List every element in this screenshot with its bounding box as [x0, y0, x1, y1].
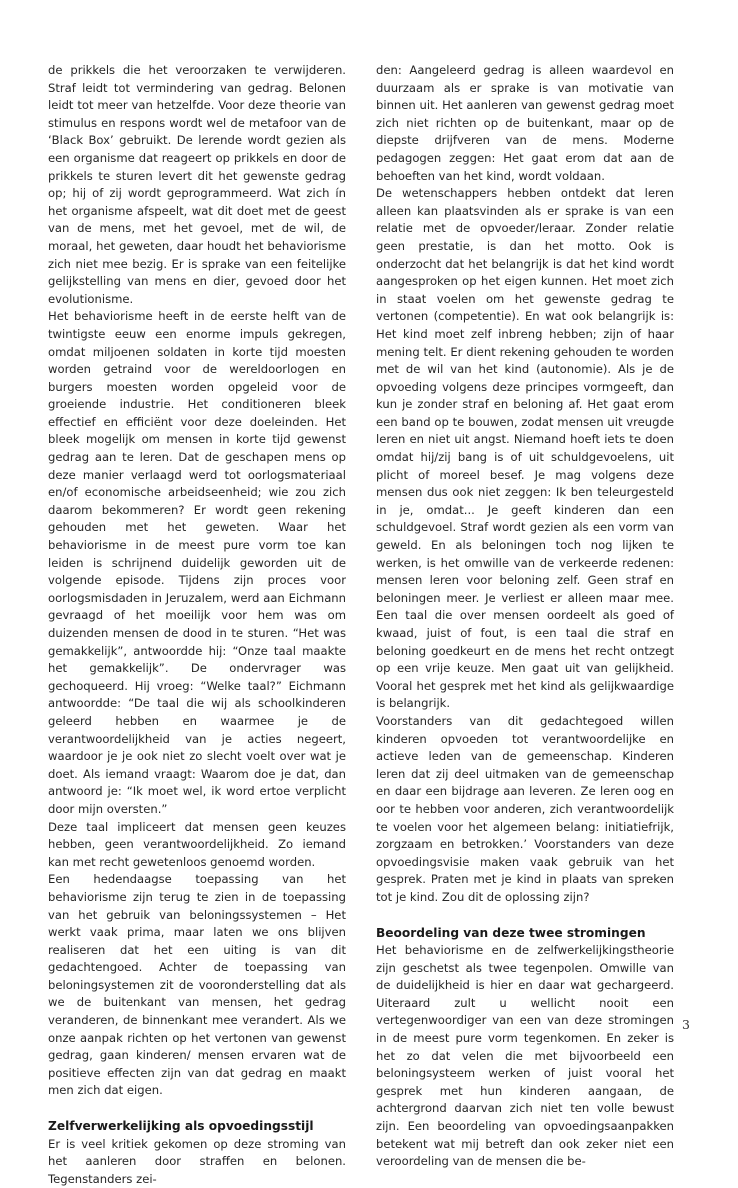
paragraph-relationship-learning: De wetenschappers hebben ontdekt dat leren alleen kan plaatsvinden als er sprake is van een relatie met de opvoeder/leraar. Zonder relatie geen prestatie, is dan het motto. Ook is onderzocht dat het belangrijk is dat het kind wordt aangesproken op het eigen kunnen. Het moet zich in staat voelen om het gewenste gedrag te vertonen (competentie). En wat ook belangrijk is: Het kind moet zelf inbreng hebben; zijn of haar mening telt. Er dient rekening gehouden te worden met de wil van het kind (autonomie). Als je de opvoeding volgens deze principes vormgeeft, dan kun je zonder straf en beloning af. Het gaat erom een band op te bouwen, zodat mensen uit vreugde leren en niet uit angst. Niemand hoeft iets te doen omdat hij/zij bang is of uit schuldgevoelens, uit plicht of moreel besef. Je mag volgens deze mensen dus ook niet zeggen: Ik ben teleurgesteld in je, omdat... Je geeft kinderen dan een schuldgevoel. Straf wordt gezien als een vorm van geweld. En als beloningen toch nog lijken te werken, is het omwille van de verkeerde redenen: mensen leren voor beloning zelf. Geen straf en beloningen meer. Je verliest er alleen maar mee. Een taal die over mensen oordeelt als goed of kwaad, juist of fout, is een taal die straf en beloning goedkeurt en de mens het recht ontzegt op een vrije keuze. Men gaat uit van gelijkheid. Vooral het gesprek met het kind als gelijkwaardige is belangrijk. [376, 186, 674, 711]
paragraph-intrinsic-motivation: den: Aangeleerd gedrag is alleen waardevol en duurzaam als er sprake is van motivatie van binnen uit. Het aanleren van gewenst gedrag moet zich niet richten op de buitenkant, maar op de diepste drijfveren van de mens. Moderne pedagogen zeggen: Het gaat erom dat aan de behoeften van het kind, wordt voldaan. [376, 63, 674, 183]
section-heading-assessment: Beoordeling van deze twee stromingen [376, 925, 646, 940]
left-column [48, 62, 346, 1188]
paragraph-language-responsibility: Deze taal impliceert dat mensen geen keuzes hebben, geen verantwoordelijkheid. Zo iemand kan met recht gewetenloos genoemd worden. [48, 819, 346, 869]
section-heading-self-realization: Zelfverwerkelijking als opvoedingsstijl [48, 1119, 314, 1134]
paragraph-criticism: Er is veel kritiek gekomen op deze stroming van het aanleren door straffen en belonen. Tegenstanders zei- [48, 1136, 346, 1186]
paragraph-community-upbringing: Voorstanders van dit gedachtegoed willen kinderen opvoeden tot verantwoordelijke en actieve leden van de gemeenschap. Kinderen leren dat zij deel uitmaken van de gemeenschap en daar een bijdrage aan leveren. Ze leren oog en oor te hebben voor anderen, zich verantwoordelijk te voelen voor het algemeen belang: initiatiefrijk, zorgzaam en betrokken.’ Voorstanders van deze opvoedingsvisie maken vaak gebruik van het gesprek. Praten met je kind in plaats van spreken tot je kind. Zou dit de oplossing zijn? [376, 713, 674, 904]
paragraph-black-box: de prikkels die het veroorzaken te verwijderen. Straf leidt tot vermindering van gedrag. Belonen leidt tot meer van hetzelfde. Voor deze theorie van stimulus en respons wordt wel de metafoor van de ‘Black Box’ gebruikt. De lerende wordt gezien als een organisme dat reageert op prikkels en door de prikkels te sturen levert dit het gewenste gedrag op; hij of zij wordt geprogrammeerd. Wat zich ín het organisme afspeelt, wat dit doet met de geest van de mens, met het gevoel, met de wil, de moraal, het geweten, daar houdt het behaviorisme zich niet mee bezig. Er is sprake van een feitelijke gelijkstelling van mens en dier, gevoed door het evolutionisme. [48, 63, 346, 306]
paragraph-reward-systems: Een hedendaagse toepassing van het behaviorisme zijn terug te zien in de toepassing van het gebruik van beloningssystemen – Het werkt vaak prima, maar laten we ons blijven realiseren dat het een uiting is van dit gedachtengoed. Achter de toepassing van beloningsystemen zit de vooronderstelling dat als we de buitenkant van mensen, het gedrag veranderen, de binnenkant mee verandert. Als we onze aanpak richten op het vertonen van gewenst gedrag, gaan kinderen/ mensen ervaren wat de positieve effecten zijn van dat gedrag en maakt men zich dat eigen. [48, 872, 346, 1098]
page-number: 3 [682, 1017, 690, 1032]
right-column [376, 62, 674, 1171]
paragraph-behaviorism-history: Het behaviorisme heeft in de eerste helft van de twintigste eeuw een enorme impuls gekregen, omdat miljoenen soldaten in korte tijd moesten worden getraind voor de wereldoorlogen en burgers moesten worden opgeleid voor de groeiende industrie. Het conditioneren bleek effectief en efficiënt voor deze doeleinden. Het bleek mogelijk om mensen in korte tijd gewenst gedrag aan te leren. Dat de geschapen mens op deze manier verlaagd werd tot oorlogsmateriaal en/of economische arbeidseenheid; wie zou zich daarom bekommeren? Er wordt geen rekening gehouden met het geweten. Waar het behaviorisme in de meest pure vorm toe kan leiden is schrijnend duidelijk geworden uit de volgende episode. Tijdens zijn proces voor oorlogsmisdaden in Jeruzalem, werd aan Eichmann gevraagd of het moeilijk voor hem was om duizenden mensen de dood in te sturen. “Het was gemakkelijk”, antwoordde hij: “Onze taal maakte het gemakkelijk”. De ondervrager was gechoqueerd. Hij vroeg: “Welke taal?” Eichmann antwoordde: “De taal die wij als schoolkinderen geleerd hebben en waarmee je de verantwoordelijkheid van je acties negeert, waardoor je je ook niet zo slecht voelt over wat je doet. Als iemand vraagt: Waarom doe je dat, dan antwoord je: “Ik moet wel, ik word ertoe verplicht door mijn oversten.” [48, 309, 346, 816]
paragraph-two-poles: Het behaviorisme en de zelfwerkelijkingstheorie zijn geschetst als twee tegenpolen. Omwille van de duidelijkheid is hier en daar wat gechargeerd. Uiteraard zult u wellicht nooit een vertegenwoordiger van een van deze stromingen in de meest pure vorm tegenkomen. En zeker is het zo dat velen die met bijvoorbeeld een beloningsysteem werken of juist vooral het gesprek met hun kinderen aangaan, de achtergrond daarvan zich niet ten volle bewust zijn. Een beoordeling van opvoedingsaanpakken betekent wat mij betreft dan ook zeker niet een veroordeling van de mensen die be- [376, 943, 674, 1169]
